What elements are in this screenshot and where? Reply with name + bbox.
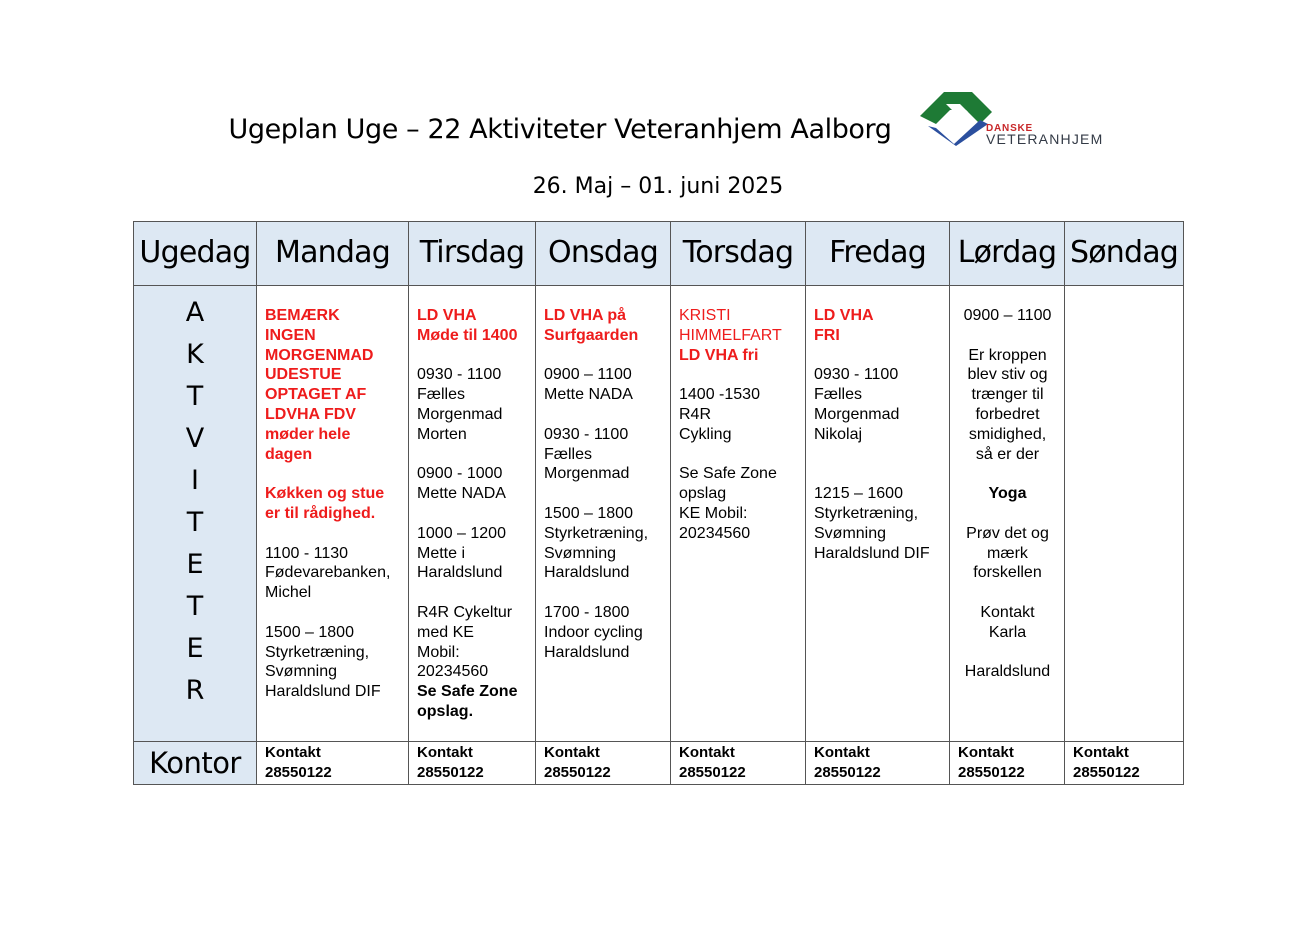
activity-entry: Se Safe Zone opslag KE Mobil: 20234560 (679, 465, 777, 542)
activity-entry: 0900 – 1100 (963, 307, 1052, 324)
activities-fredag (806, 286, 950, 742)
page-title: Ugeplan Uge – 22 Aktiviteter Veteranhjem Aalborg (228, 114, 892, 145)
header-row (134, 222, 1184, 286)
activity-entry (958, 326, 1057, 346)
activity-entry (417, 346, 528, 366)
activity-entry (265, 464, 401, 484)
kontor-row (134, 742, 1184, 785)
side-label-letter: I (191, 465, 199, 496)
activity-entry: Kontakt Karla (980, 603, 1035, 641)
activity-entry: LD VHA fri (679, 346, 759, 364)
day-header-onsdag: Onsdag (536, 222, 671, 286)
kontakt-tirsdag: Kontakt 28550122 (409, 742, 536, 785)
activity-entry (265, 603, 401, 623)
side-label-letter: T (186, 507, 204, 538)
side-label-letter: T (186, 381, 204, 412)
activity-entry (544, 346, 663, 366)
activity-entry: Er kroppen blev stiv og trænger til forbedret smidighed, så er der (967, 346, 1048, 463)
kontakt-sondag: Kontakt 28550122 (1065, 742, 1184, 785)
activity-entry (958, 643, 1057, 663)
activity-entry: 1000 – 1200 Mette i Haraldslund (417, 524, 506, 582)
activity-entry (958, 504, 1057, 524)
activity-entry: 0900 – 1100 Mette NADA (544, 366, 633, 404)
side-label-letter: T (186, 591, 204, 622)
activity-entry: BEMÆRK INGEN MORGENMAD UDESTUE OPTAGET AF LDVHA FDV møder hele dagen (265, 307, 374, 463)
activity-entry (544, 484, 663, 504)
activity-entry: LD VHA FRI (814, 307, 874, 344)
activity-entry: LD VHA Møde til 1400 (417, 307, 518, 344)
activity-entry (679, 445, 798, 465)
activities-row (134, 286, 1184, 742)
side-label-letter: E (186, 549, 204, 580)
activity-entry: 1400 -1530 R4R Cykling (679, 386, 760, 443)
activity-entry: Yoga (988, 485, 1027, 503)
kontakt-fredag: Kontakt 28550122 (806, 742, 950, 785)
kontakt-lordag: Kontakt 28550122 (950, 742, 1065, 785)
activity-entry: R4R Cykeltur med KE Mobil: 20234560 (417, 603, 513, 681)
activity-entry: 0900 - 1000 Mette NADA (417, 465, 506, 503)
activity-entry: KRISTI HIMMELFART (679, 307, 782, 344)
day-header-fredag: Fredag (806, 222, 950, 286)
side-label-letter: R (185, 675, 205, 706)
activity-entry: 0930 - 1100 Fælles Morgenmad Nikolaj (814, 366, 900, 443)
activity-entry: 1700 - 1800 Indoor cycling Haraldslund (544, 603, 643, 661)
day-header-torsdag: Torsdag (671, 222, 806, 286)
activity-entry (679, 365, 798, 385)
kontakt-mandag: Kontakt 28550122 (257, 742, 409, 785)
activity-entry: 0930 - 1100 Fælles Morgenmad (544, 425, 630, 483)
activity-entry (417, 583, 528, 603)
day-header-tirsdag: Tirsdag (409, 222, 536, 286)
activity-entry (417, 504, 528, 524)
activity-entry (544, 405, 663, 425)
day-header-lordag: Lørdag (950, 222, 1065, 286)
activities-lordag (950, 286, 1065, 742)
activities-torsdag (671, 286, 806, 742)
activity-entry (958, 464, 1057, 484)
day-header-sondag: Søndag (1065, 222, 1184, 286)
activity-entry: 0930 - 1100 Fælles Morgenmad Morten (417, 366, 503, 443)
activities-mandag (257, 286, 409, 742)
logo-text-danske: DANSKE (986, 123, 1034, 134)
activity-entry: 1100 - 1130 Fødevarebanken, Michel (265, 544, 391, 602)
activities-sondag (1065, 286, 1184, 742)
activity-entry (417, 445, 528, 465)
side-label-letter: A (185, 297, 205, 328)
corner-header: Ugedag (134, 222, 257, 286)
activity-entry: 1215 – 1600 Styrketræning, Svømning Haraldslund DIF (814, 485, 930, 562)
activity-entry: Prøv det og mærk forskellen (966, 524, 1049, 582)
aktiviteter-label (134, 286, 257, 742)
side-label-letter: V (185, 423, 205, 454)
side-label-letter: E (186, 633, 204, 664)
side-label-letter: K (186, 339, 204, 370)
date-range: 26. Maj – 01. juni 2025 (532, 174, 784, 199)
activity-entry (814, 346, 942, 366)
day-header-mandag: Mandag (257, 222, 409, 286)
activity-entry (958, 583, 1057, 603)
weekly-schedule-table (133, 221, 1184, 785)
activity-entry: Se Safe Zone opslag. (417, 683, 518, 720)
activity-entry: 1500 – 1800 Styrketræning, Svømning Haraldslund DIF (265, 623, 381, 701)
activity-entry: 1500 – 1800 Styrketræning, Svømning Haraldslund (544, 504, 649, 582)
kontor-label: Kontor (134, 742, 257, 785)
kontakt-torsdag: Kontakt 28550122 (671, 742, 806, 785)
activity-entry (265, 524, 401, 544)
activity-entry (814, 445, 942, 485)
activity-entry (544, 583, 663, 603)
activity-entry: Køkken og stue er til rådighed. (265, 485, 385, 522)
activities-tirsdag (409, 286, 536, 742)
activity-entry: Haraldslund (964, 663, 1051, 681)
activities-onsdag (536, 286, 671, 742)
kontakt-onsdag: Kontakt 28550122 (536, 742, 671, 785)
logo-text-veteranhjem: VETERANHJEM (986, 131, 1104, 147)
activity-entry: LD VHA på Surfgaarden (544, 307, 639, 344)
